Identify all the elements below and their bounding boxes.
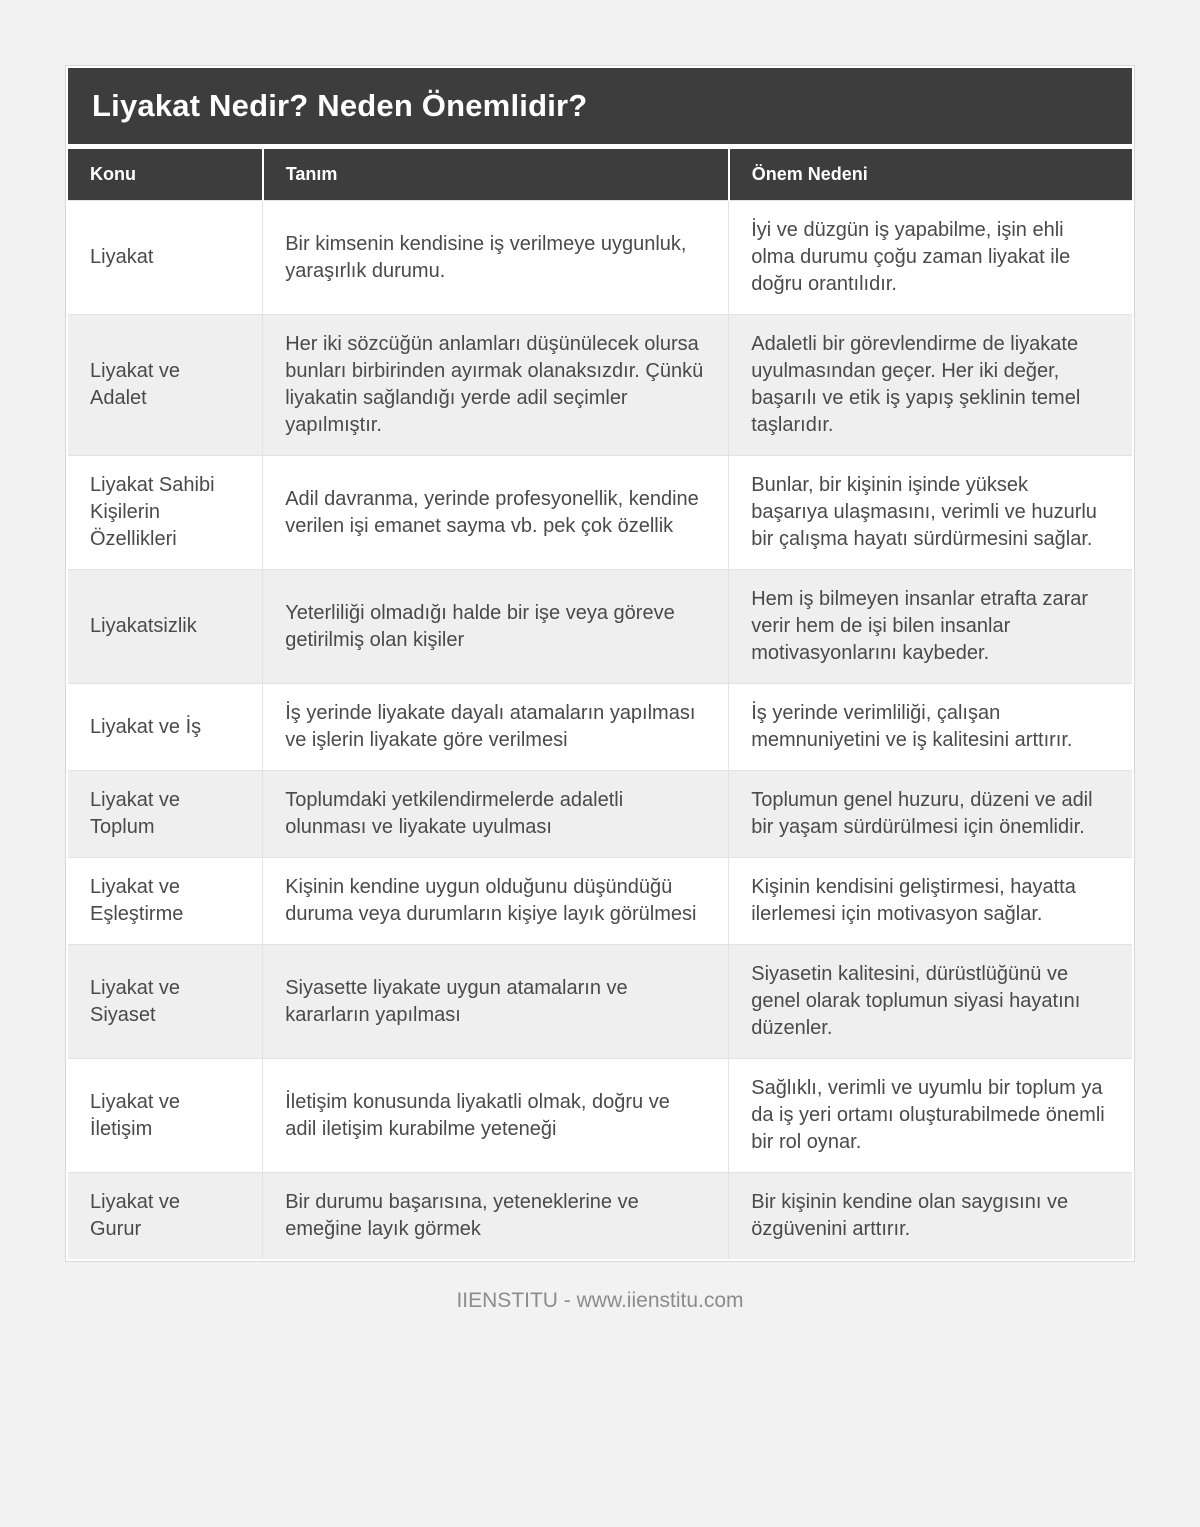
table-row [68, 858, 1132, 945]
cell-definition: Bir kimsenin kendisine iş verilmeye uygunluk, yaraşırlık durumu. [263, 201, 729, 315]
table-row [68, 1173, 1132, 1260]
cell-topic: Liyakatsizlik [68, 570, 263, 684]
cell-topic: Liyakat ve Eşleştirme [68, 858, 263, 945]
cell-importance: İş yerinde verimliliği, çalışan memnuniyetini ve iş kalitesini arttırır. [729, 684, 1132, 771]
cell-topic: Liyakat [68, 201, 263, 315]
table-row [68, 570, 1132, 684]
table-row [68, 201, 1132, 315]
header-row [68, 147, 1132, 201]
table-row [68, 684, 1132, 771]
cell-importance: Bir kişinin kendine olan saygısını ve özgüvenini arttırır. [729, 1173, 1132, 1260]
cell-topic: Liyakat ve İş [68, 684, 263, 771]
cell-importance: Toplumun genel huzuru, düzeni ve adil bir yaşam sürdürülmesi için önemlidir. [729, 771, 1132, 858]
cell-definition: Yeterliliği olmadığı halde bir işe veya göreve getirilmiş olan kişiler [263, 570, 729, 684]
cell-topic: Liyakat ve İletişim [68, 1059, 263, 1173]
cell-definition: Her iki sözcüğün anlamları düşünülecek olursa bunları birbirinden ayırmak olanaksızdır. Çünkü liyakatin sağlandığı yerde adil seçimler yapılmıştır. [263, 315, 729, 456]
cell-topic: Liyakat ve Siyaset [68, 945, 263, 1059]
cell-importance: Hem iş bilmeyen insanlar etrafta zarar verir hem de işi bilen insanlar motivasyonlarını kaybeder. [729, 570, 1132, 684]
cell-definition: Toplumdaki yetkilendirmelerde adaletli olunması ve liyakate uyulması [263, 771, 729, 858]
cell-importance: Bunlar, bir kişinin işinde yüksek başarıya ulaşmasını, verimli ve huzurlu bir çalışma hayatı sürdürmesini sağlar. [729, 456, 1132, 570]
table-row [68, 1059, 1132, 1173]
cell-importance: Siyasetin kalitesini, dürüstlüğünü ve genel olarak toplumun siyasi hayatını düzenler. [729, 945, 1132, 1059]
cell-definition: Bir durumu başarısına, yeteneklerine ve emeğine layık görmek [263, 1173, 729, 1260]
cell-importance: İyi ve düzgün iş yapabilme, işin ehli olma durumu çoğu zaman liyakat ile doğru orantılıdır. [729, 201, 1132, 315]
table-row [68, 771, 1132, 858]
cell-definition: Kişinin kendine uygun olduğunu düşündüğü duruma veya durumların kişiye layık görülmesi [263, 858, 729, 945]
column-header-definition: Tanım [263, 147, 729, 201]
page-title: Liyakat Nedir? Neden Önemlidir? [68, 68, 1132, 144]
cell-importance: Sağlıklı, verimli ve uyumlu bir toplum ya da iş yeri ortamı oluşturabilmede önemli bir rol oynar. [729, 1059, 1132, 1173]
page [0, 66, 1200, 1527]
merit-table-card [66, 66, 1134, 1261]
cell-definition: Siyasette liyakate uygun atamaların ve kararların yapılması [263, 945, 729, 1059]
merit-table [68, 144, 1132, 1259]
cell-definition: Adil davranma, yerinde profesyonellik, kendine verilen işi emanet sayma vb. pek çok özellik [263, 456, 729, 570]
cell-topic: Liyakat ve Toplum [68, 771, 263, 858]
table-row [68, 315, 1132, 456]
cell-definition: İş yerinde liyakate dayalı atamaların yapılması ve işlerin liyakate göre verilmesi [263, 684, 729, 771]
cell-topic: Liyakat Sahibi Kişilerin Özellikleri [68, 456, 263, 570]
footer-credit: IIENSTITU - www.iienstitu.com [456, 1289, 744, 1312]
table-row [68, 456, 1132, 570]
cell-definition: İletişim konusunda liyakatli olmak, doğru ve adil iletişim kurabilme yeteneği [263, 1059, 729, 1173]
column-header-topic: Konu [68, 147, 263, 201]
cell-topic: Liyakat ve Gurur [68, 1173, 263, 1260]
table-body [68, 201, 1132, 1260]
cell-importance: Adaletli bir görevlendirme de liyakate uyulmasından geçer. Her iki değer, başarılı ve etik iş yapış şeklinin temel taşlarıdır. [729, 315, 1132, 456]
column-header-importance: Önem Nedeni [729, 147, 1132, 201]
cell-topic: Liyakat ve Adalet [68, 315, 263, 456]
cell-importance: Kişinin kendisini geliştirmesi, hayatta ilerlemesi için motivasyon sağlar. [729, 858, 1132, 945]
table-row [68, 945, 1132, 1059]
